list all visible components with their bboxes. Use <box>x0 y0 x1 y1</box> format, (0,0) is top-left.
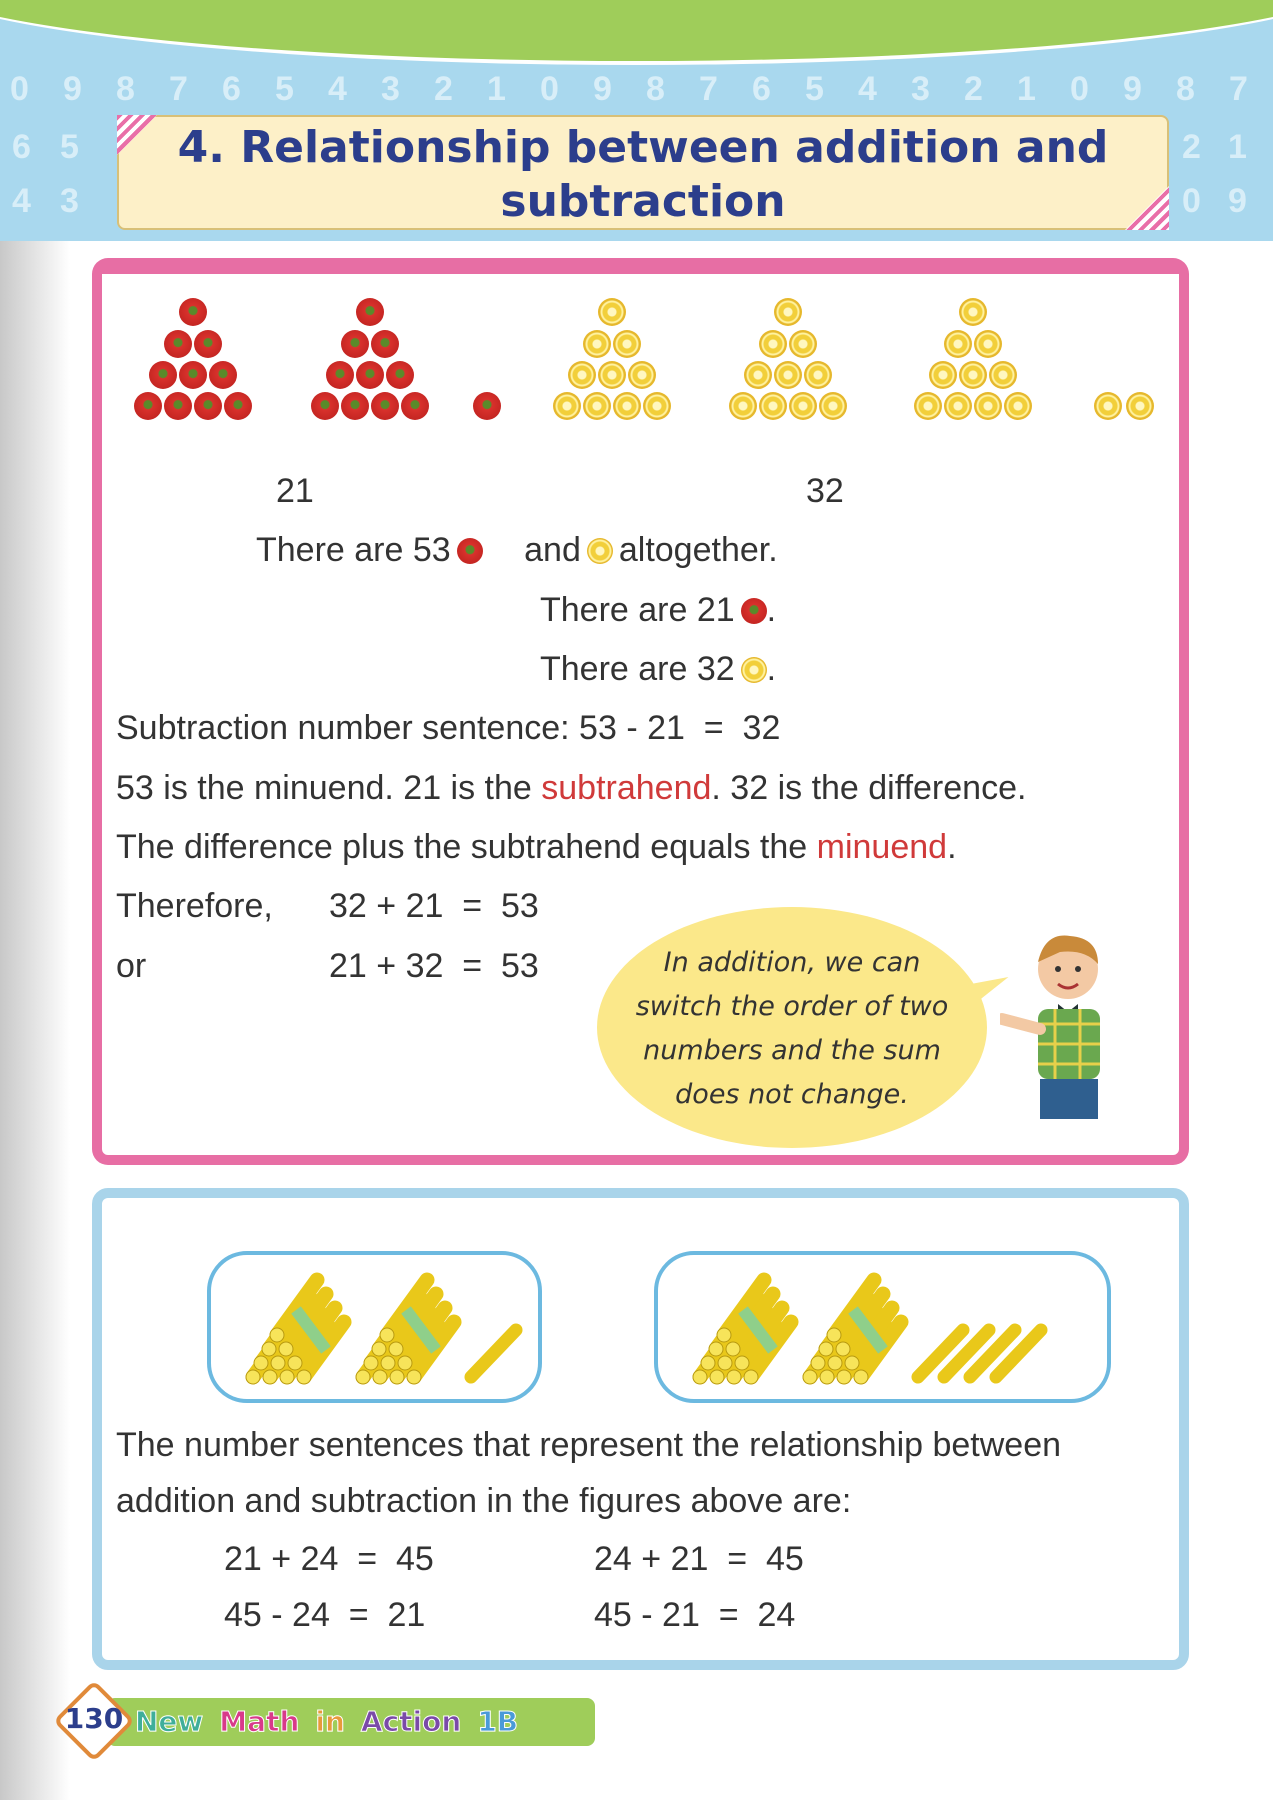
lemon-icon <box>628 361 656 389</box>
title-line-1: 4. Relationship between addition and <box>177 122 1109 173</box>
bundles-figure-right <box>654 1251 1111 1403</box>
lemon-icon <box>819 392 847 420</box>
straw-end <box>373 1370 387 1384</box>
lemon-sentence: There are 32 . <box>540 650 777 688</box>
straw-end <box>854 1370 868 1384</box>
tomato-icon <box>149 361 177 389</box>
ten-bundle <box>356 1280 454 1384</box>
lemon-icon <box>914 392 942 420</box>
equation: 45 - 24 = 21 <box>224 1596 426 1634</box>
lemon-icon <box>583 392 611 420</box>
or-label: or <box>116 947 147 985</box>
speech-bubble: In addition, we can switch the order of two numbers and the sum does not change. <box>597 907 987 1148</box>
equation: 45 - 21 = 24 <box>594 1596 796 1634</box>
background-digit: 6 <box>12 128 31 166</box>
lemon-icon <box>959 298 987 326</box>
lemon-icon <box>944 330 972 358</box>
straw-end <box>381 1356 395 1370</box>
straw-end <box>398 1356 412 1370</box>
straw-end <box>701 1356 715 1370</box>
tomato-icon <box>311 392 339 420</box>
tomato-icon <box>356 298 384 326</box>
header-green-wave <box>0 0 1273 65</box>
tomato-icon <box>371 330 399 358</box>
background-digit: 6 <box>752 70 771 108</box>
lemon-icon <box>568 361 596 389</box>
background-digit: 3 <box>60 182 79 220</box>
straw-end <box>372 1342 386 1356</box>
lemon-icon <box>944 392 972 420</box>
straw-end <box>837 1370 851 1384</box>
tomato-icon <box>741 598 767 624</box>
background-digit: 2 <box>434 70 453 108</box>
subtraction-sentence: Subtraction number sentence: 53 - 21 = 32 <box>116 709 781 747</box>
straw-bundles-24 <box>658 1255 1115 1407</box>
background-digit: 0 <box>540 70 559 108</box>
lemon-icon <box>613 330 641 358</box>
lemon-icon <box>759 330 787 358</box>
lemon-icon <box>774 361 802 389</box>
straw-end <box>803 1370 817 1384</box>
straw-end <box>380 1328 394 1342</box>
therefore-equation: 32 + 21 = 53 <box>329 887 539 925</box>
straw-end <box>364 1356 378 1370</box>
tomato-icon <box>326 361 354 389</box>
tomato-icon <box>164 330 192 358</box>
background-digit: 7 <box>169 70 188 108</box>
background-digit: 5 <box>60 128 79 166</box>
lemon-icon <box>929 361 957 389</box>
lemon-icon <box>729 392 757 420</box>
term-subtrahend: subtrahend <box>541 769 712 807</box>
tomato-sentence: There are 21 . <box>540 591 777 629</box>
ten-bundle <box>803 1280 901 1384</box>
lemon-icon <box>774 298 802 326</box>
background-digit: 2 <box>1182 128 1201 166</box>
background-digit: 2 <box>964 70 983 108</box>
straw-end <box>820 1370 834 1384</box>
straw-end <box>710 1370 724 1384</box>
straw-end <box>727 1370 741 1384</box>
term-minuend: minuend <box>816 828 948 866</box>
straw-end <box>389 1342 403 1356</box>
background-digit: 7 <box>699 70 718 108</box>
page-gutter-shadow <box>0 0 70 1800</box>
lemon-icon <box>1004 392 1032 420</box>
background-digit: 1 <box>487 70 506 108</box>
lemon-icon <box>804 361 832 389</box>
straw-end <box>297 1370 311 1384</box>
tomato-icon <box>194 330 222 358</box>
background-digit: 5 <box>805 70 824 108</box>
equation: 24 + 21 = 45 <box>594 1540 804 1578</box>
background-digit: 9 <box>593 70 612 108</box>
straw-end <box>828 1356 842 1370</box>
single-straw <box>471 1330 516 1377</box>
tomato-icon <box>179 298 207 326</box>
roles-sentence: 53 is the minuend. 21 is the subtrahend. 32 is the difference. <box>116 769 1027 807</box>
title-line-2: subtraction <box>500 176 786 227</box>
background-digit: 9 <box>1228 182 1247 220</box>
tomato-count-label: 21 <box>276 472 314 510</box>
straw-end <box>744 1370 758 1384</box>
page-title <box>117 115 1169 230</box>
book-title: New Math in Action 1B <box>107 1698 595 1746</box>
background-digit: 8 <box>1176 70 1195 108</box>
background-digit: 0 <box>10 70 29 108</box>
background-digit: 0 <box>1182 182 1201 220</box>
ten-bundle <box>246 1280 344 1384</box>
lemon-icon <box>959 361 987 389</box>
tomato-icon <box>164 392 192 420</box>
rule-sentence: The difference plus the subtrahend equals the minuend. <box>116 828 957 866</box>
tomato-icon <box>179 361 207 389</box>
straw-end <box>819 1342 833 1356</box>
tomato-icon <box>224 392 252 420</box>
tomato-icon <box>134 392 162 420</box>
ten-bundle <box>693 1280 791 1384</box>
tomato-icon <box>356 361 384 389</box>
lemon-icon <box>974 330 1002 358</box>
therefore-label: Therefore, <box>116 887 273 925</box>
tomato-icon <box>386 361 414 389</box>
background-digit: 3 <box>381 70 400 108</box>
lemon-icon <box>553 392 581 420</box>
straw-end <box>390 1370 404 1384</box>
background-digit: 6 <box>222 70 241 108</box>
straw-bundles-21 <box>211 1255 546 1407</box>
straw-end <box>270 1328 284 1342</box>
straw-end <box>811 1356 825 1370</box>
background-digit: 1 <box>1017 70 1036 108</box>
straw-end <box>246 1370 260 1384</box>
straw-end <box>263 1370 277 1384</box>
tomato-icon <box>371 392 399 420</box>
background-digit: 5 <box>275 70 294 108</box>
tomato-icon <box>194 392 222 420</box>
straw-end <box>718 1356 732 1370</box>
practice-text-line-1: The number sentences that represent the relationship between <box>116 1426 1062 1464</box>
straw-end <box>280 1370 294 1384</box>
total-sentence: There are 53 and altogether. <box>256 531 778 569</box>
background-digit: 8 <box>116 70 135 108</box>
background-digit: 4 <box>12 182 31 220</box>
lemon-icon <box>974 392 1002 420</box>
lemon-icon <box>1094 392 1122 420</box>
background-digit: 3 <box>911 70 930 108</box>
straw-end <box>836 1342 850 1356</box>
lemon-icon <box>583 330 611 358</box>
lemon-icon <box>789 330 817 358</box>
background-digit: 1 <box>1228 128 1247 166</box>
lemon-icon <box>643 392 671 420</box>
lemon-icon <box>741 657 767 683</box>
straw-end <box>717 1328 731 1342</box>
lemon-icon <box>789 392 817 420</box>
practice-text-line-2: addition and subtraction in the figures above are: <box>116 1482 852 1520</box>
background-digit: 0 <box>1070 70 1089 108</box>
or-equation: 21 + 32 = 53 <box>329 947 539 985</box>
background-digit: 4 <box>858 70 877 108</box>
straw-end <box>279 1342 293 1356</box>
background-digit: 4 <box>328 70 347 108</box>
background-digit: 9 <box>1123 70 1142 108</box>
tomato-icon <box>457 538 483 564</box>
lemon-icon <box>598 298 626 326</box>
straw-end <box>262 1342 276 1356</box>
straw-end <box>288 1356 302 1370</box>
tomato-icon <box>341 392 369 420</box>
lemon-icon <box>613 392 641 420</box>
bundles-figure-left <box>207 1251 542 1403</box>
lemon-icon <box>759 392 787 420</box>
straw-end <box>845 1356 859 1370</box>
straw-end <box>407 1370 421 1384</box>
tomato-icon <box>473 392 501 420</box>
boy-illustration <box>1000 924 1120 1131</box>
background-digit: 7 <box>1229 70 1248 108</box>
tomato-icon <box>341 330 369 358</box>
background-digit: 8 <box>646 70 665 108</box>
straw-end <box>254 1356 268 1370</box>
lemon-icon <box>598 361 626 389</box>
page-number: 130 <box>64 1702 124 1735</box>
lemon-icon <box>587 538 613 564</box>
lemon-icon <box>989 361 1017 389</box>
straw-end <box>271 1356 285 1370</box>
straw-end <box>827 1328 841 1342</box>
straw-end <box>726 1342 740 1356</box>
straw-end <box>693 1370 707 1384</box>
equation: 21 + 24 = 45 <box>224 1540 434 1578</box>
tomato-icon <box>209 361 237 389</box>
lemon-icon <box>1126 392 1154 420</box>
straw-end <box>356 1370 370 1384</box>
straw-end <box>709 1342 723 1356</box>
straw-end <box>735 1356 749 1370</box>
background-digit: 9 <box>63 70 82 108</box>
tomato-icon <box>401 392 429 420</box>
lemon-count-label: 32 <box>806 472 844 510</box>
lemon-icon <box>744 361 772 389</box>
